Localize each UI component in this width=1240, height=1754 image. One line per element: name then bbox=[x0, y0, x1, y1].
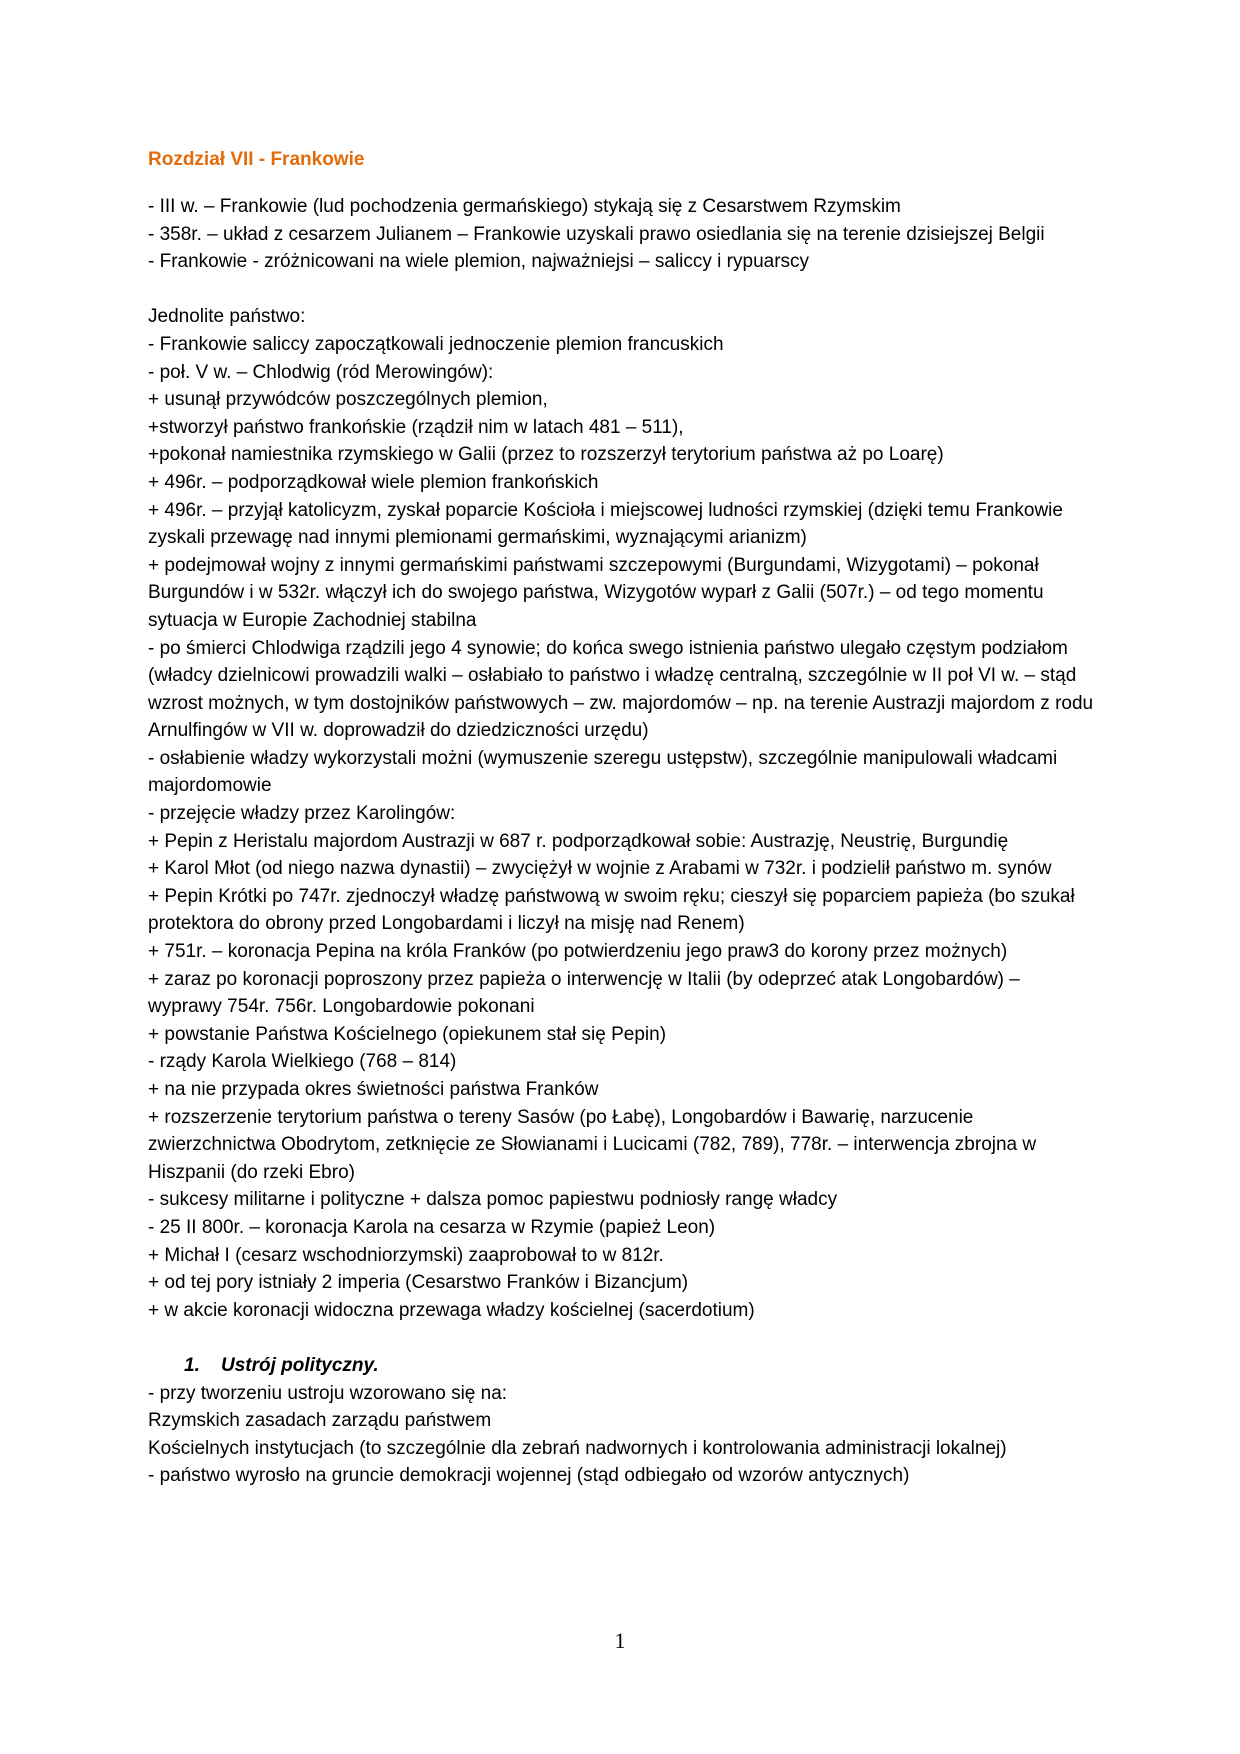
page-number: 1 bbox=[614, 1628, 626, 1653]
intro-block bbox=[148, 193, 1098, 276]
paragraph-line: + Karol Młot (od niego nazwa dynastii) – zwyciężył w wojnie z Arabami w 732r. i podzielił państwo m. synów bbox=[148, 858, 1052, 880]
paragraph-line: + na nie przypada okres świetności państwa Franków bbox=[148, 1079, 599, 1100]
paragraph-line: + usunął przywódców poszczególnych plemion, bbox=[148, 389, 548, 411]
paragraph-line: - po śmierci Chlodwiga rządzili jego 4 synowie; do końca swego istnienia państwo ulegało częstym podziałom (władcy dzielnicowi prowadzili walki – osłabiało to państwo i władzę centralną, szczególnie w II poł VI w. – stąd wzrost możnych, w tym dostojników państwowych – zw. majordomów – np. na terenie Austrazji majordom z rodu Arnulfingów w VII w. doprowadził do dziedziczności urzędu) bbox=[148, 637, 1094, 742]
paragraph-line: Rzymskich zasadach zarządu państwem bbox=[148, 1410, 492, 1432]
paragraph-line: - rządy Karola Wielkiego (768 – 814) bbox=[148, 1051, 457, 1073]
paragraph-line: + powstanie Państwa Kościelnego (opiekunem stał się Pepin) bbox=[148, 1023, 667, 1045]
paragraph-line: + rozszerzenie terytorium państwa o tereny Sasów (po Łabę), Longobardów i Bawarię, narzucenie zwierzchnictwa Obodrytom, zetknięcie ze Słowianami i Lucicami (782, 789), 778r. – interwencja zbrojna w Hiszpanii (do rzeki Ebro) bbox=[148, 1106, 1037, 1183]
section-number: 1. bbox=[184, 1354, 200, 1376]
chapter-title: Rozdział VII - Frankowie bbox=[148, 149, 365, 170]
paragraph-line: - sukcesy militarne i polityczne + dalsza pomoc papiestwu podniosły rangę władcy bbox=[148, 1189, 838, 1211]
paragraph-line: + 751r. – koronacja Pepina na króla Franków (po potwierdzeniu jego praw3 do korony przez możnych) bbox=[148, 941, 1008, 963]
paragraph-line: - poł. V w. – Chlodwig (ród Merowingów): bbox=[148, 361, 494, 383]
paragraph-line: +pokonał namiestnika rzymskiego w Galii (przez to rozszerzył terytorium państwa aż po Loarę) bbox=[148, 444, 944, 466]
unified-state-block bbox=[148, 303, 1098, 1324]
section-subheading: Jednolite państwo: bbox=[148, 306, 306, 328]
paragraph-line: + Pepin z Heristalu majordom Austrazji w 687 r. podporządkował sobie: Austrazję, Neustrię, Burgundię bbox=[148, 830, 1009, 852]
paragraph-line: + od tej pory istniały 2 imperia (Cesarstwo Franków i Bizancjum) bbox=[148, 1272, 689, 1294]
paragraph-line: - 358r. – układ z cesarzem Julianem – Frankowie uzyskali prawo osiedlania się na terenie dzisiejszej Belgii bbox=[148, 223, 1045, 245]
paragraph-line: + podejmował wojny z innymi germańskimi państwami szczepowymi (Burgundami, Wizygotami) – pokonał Burgundów i w 532r. włączył ich do swojego państwa, Wizygotów wyparł z Galii (507r.) – od tego momentu sytuacja w Europie Zachodniej stabilna bbox=[148, 554, 1044, 631]
paragraph-line: + 496r. – przyjął katolicyzm, zyskał poparcie Kościoła i miejscowej ludności rzymskiej (dzięki temu Frankowie zyskali przewagę nad innymi plemionami germańskimi, wyznającymi arianizm) bbox=[148, 499, 1063, 549]
paragraph-line: + 496r. – podporządkował wiele plemion frankońskich bbox=[148, 471, 599, 493]
paragraph-line: + zaraz po koronacji poproszony przez papieża o interwencję w Italii (by odeprzeć atak Longobardów) – wyprawy 754r. 756r. Longobardowie pokonani bbox=[148, 968, 1020, 1018]
blank-line bbox=[148, 1324, 1098, 1352]
section-title: Ustrój polityczny. bbox=[221, 1354, 379, 1376]
paragraph-line: - Frankowie saliccy zapoczątkowali jednoczenie plemion francuskich bbox=[148, 333, 724, 355]
paragraph-line: + w akcie koronacji widoczna przewaga władzy kościelnej (sacerdotium) bbox=[148, 1299, 755, 1321]
paragraph-line: - Frankowie - zróżnicowani na wiele plemion, najważniejsi – saliccy i rypuarscy bbox=[148, 251, 810, 273]
paragraph-line: - 25 II 800r. – koronacja Karola na cesarza w Rzymie (papież Leon) bbox=[148, 1216, 716, 1238]
document-body bbox=[148, 193, 1098, 1490]
paragraph-line: + Pepin Krótki po 747r. zjednoczył władzę państwową w swoim ręku; cieszył się poparciem papieża (bo szukał protektora do obrony przed Longobardami i liczył na misję nad Renem) bbox=[148, 885, 1075, 935]
section-heading bbox=[148, 1352, 1098, 1380]
section-1-block bbox=[148, 1352, 1098, 1490]
paragraph-line: + Michał I (cesarz wschodniorzymski) zaaprobował to w 812r. bbox=[148, 1244, 664, 1266]
paragraph-line: - III w. – Frankowie (lud pochodzenia germańskiego) stykają się z Cesarstwem Rzymskim bbox=[148, 196, 901, 217]
paragraph-line: - przejęcie władzy przez Karolingów: bbox=[148, 803, 456, 825]
paragraph-line: - osłabienie władzy wykorzystali możni (wymuszenie szeregu ustępstw), szczególnie manipulowali władcami majordomowie bbox=[148, 747, 1058, 797]
paragraph-line: - przy tworzeniu ustroju wzorowano się na: bbox=[148, 1382, 508, 1404]
paragraph-line: - państwo wyrosło na gruncie demokracji wojennej (stąd odbiegało od wzorów antycznych) bbox=[148, 1465, 910, 1487]
paragraph-line: +stworzył państwo frankońskie (rządził nim w latach 481 – 511), bbox=[148, 416, 684, 438]
blank-line bbox=[148, 276, 1098, 304]
paragraph-line: Kościelnych instytucjach (to szczególnie dla zebrań nadwornych i kontrolowania administracji lokalnej) bbox=[148, 1437, 1007, 1459]
